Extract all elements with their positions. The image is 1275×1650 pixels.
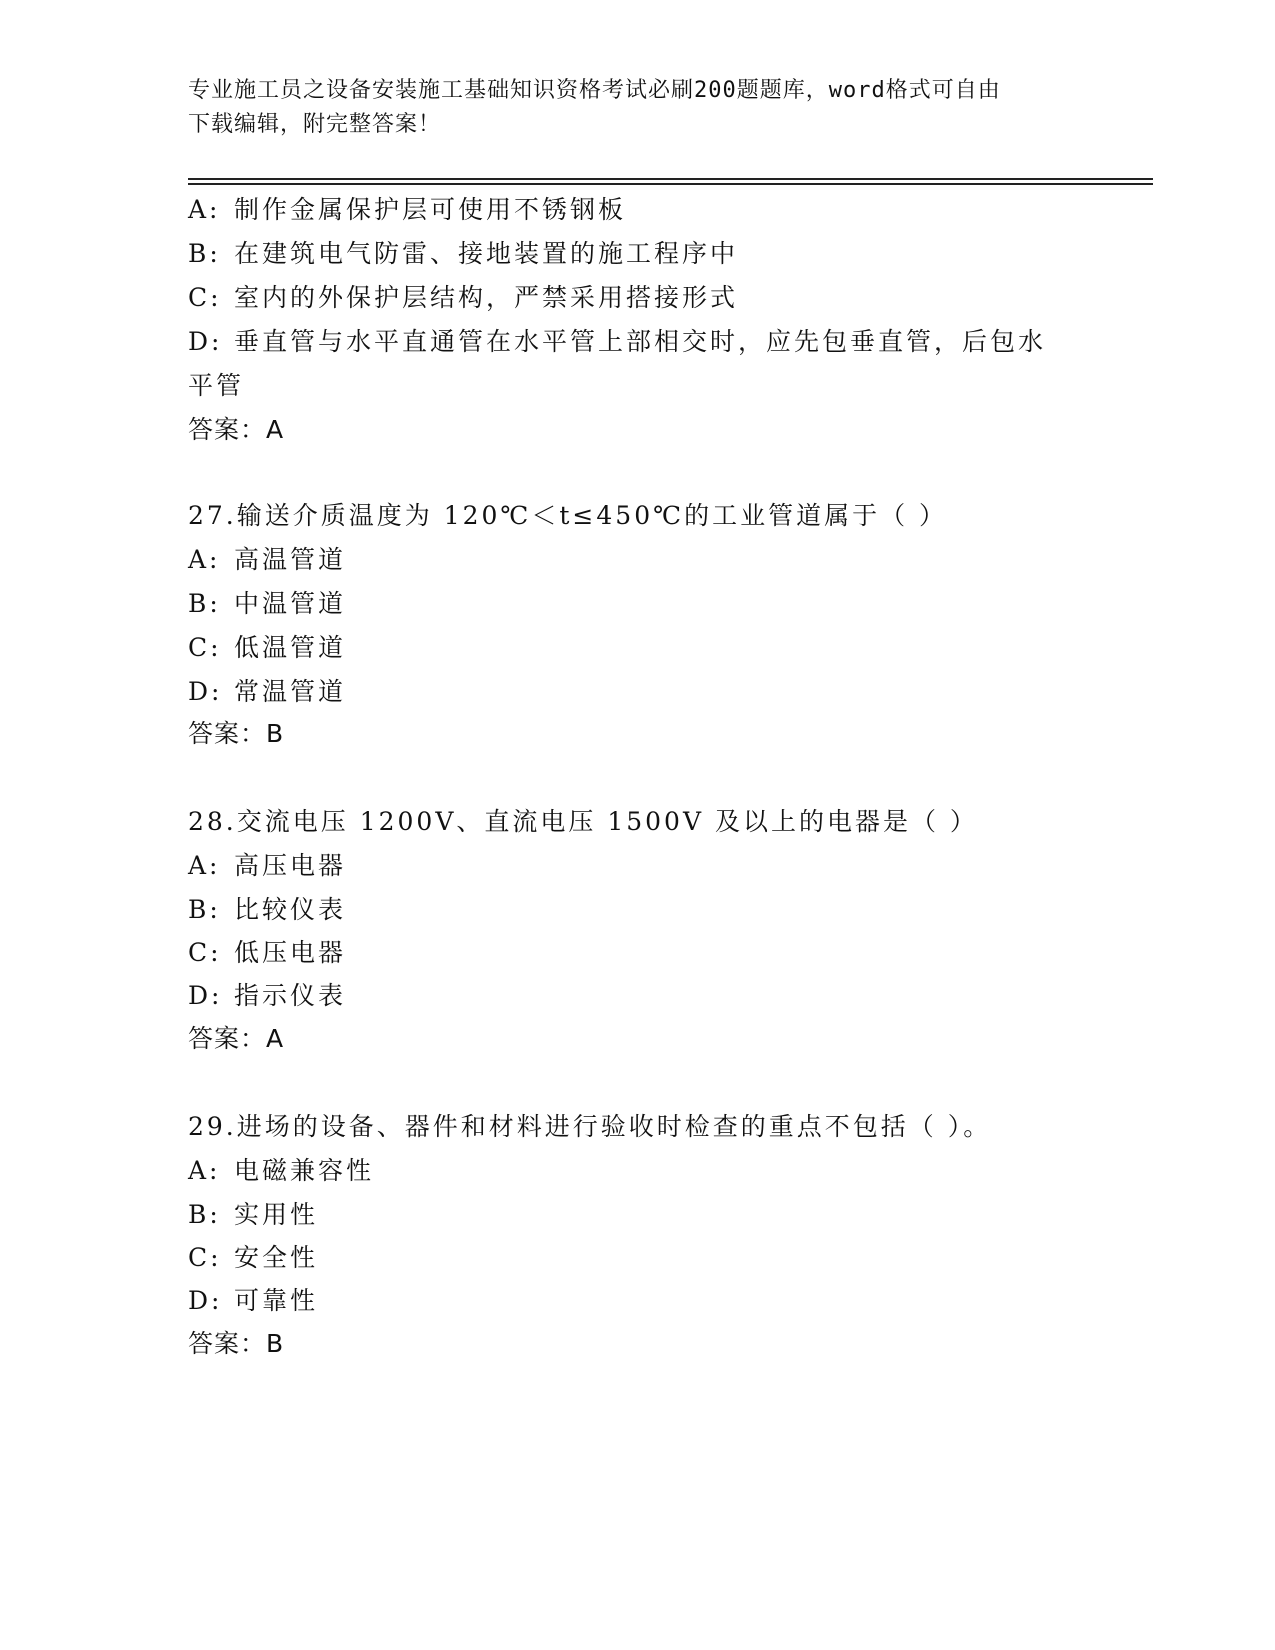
option-c: C: 低压电器: [188, 938, 347, 967]
option-b: B: 中温管道: [188, 589, 347, 618]
header-line-2: 下载编辑，附完整答案！: [188, 112, 442, 137]
header-divider-bottom: [188, 183, 1153, 185]
question-stem: 29.进场的设备、器件和材料进行验收时检查的重点不包括（ ）。: [188, 1112, 992, 1141]
question-stem: 28.交流电压 1200V、直流电压 1500V 及以上的电器是（ ）: [188, 807, 978, 836]
option-d: D: 垂直管与水平直通管在水平管上部相交时，应先包垂直管，后包水: [188, 327, 1047, 356]
option-d: D: 常温管道: [188, 677, 347, 706]
option-c: C: 安全性: [188, 1243, 319, 1272]
option-c: C: 室内的外保护层结构，严禁采用搭接形式: [188, 283, 739, 312]
question-stem: 27.输送介质温度为 120℃＜t≤450℃的工业管道属于（ ）: [188, 501, 948, 530]
header-divider-top: [188, 178, 1153, 180]
document-header: [188, 74, 1068, 142]
answer: 答案：B: [188, 1329, 285, 1358]
answer: 答案：B: [188, 719, 285, 748]
answer: 答案：A: [188, 415, 285, 444]
option-b: B: 在建筑电气防雷、接地装置的施工程序中: [188, 239, 739, 268]
option-b: B: 比较仪表: [188, 895, 347, 924]
option-c: C: 低温管道: [188, 633, 347, 662]
option-a: A: 高温管道: [188, 545, 347, 574]
option-d: D: 可靠性: [188, 1286, 319, 1315]
option-d-continuation: 平管: [188, 371, 245, 400]
option-a: A: 高压电器: [188, 851, 347, 880]
option-a: A: 制作金属保护层可使用不锈钢板: [188, 195, 627, 224]
answer: 答案：A: [188, 1024, 285, 1053]
option-a: A: 电磁兼容性: [188, 1156, 375, 1185]
header-line-1: 专业施工员之设备安装施工基础知识资格考试必刷200题题库，word格式可自由: [188, 78, 1001, 103]
option-d: D: 指示仪表: [188, 981, 347, 1010]
option-b: B: 实用性: [188, 1200, 319, 1229]
